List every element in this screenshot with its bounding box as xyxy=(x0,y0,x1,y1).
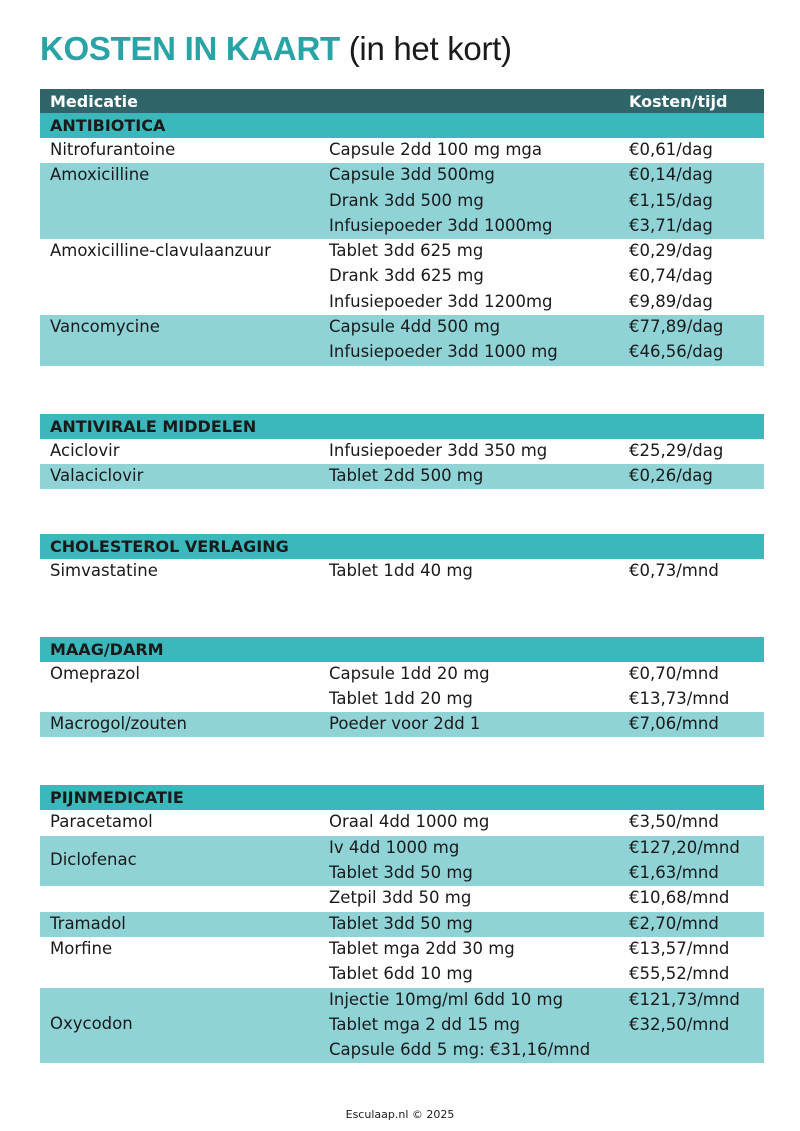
section-heading-label: ANTIVIRALE MIDDELEN xyxy=(50,416,257,436)
medication-name: Omeprazol xyxy=(50,663,140,683)
medication-name: Vancomycine xyxy=(50,317,160,337)
cost-value: €1,15/dag xyxy=(629,190,713,210)
medication-table xyxy=(40,113,764,1063)
table-row xyxy=(40,559,764,584)
table-row xyxy=(40,214,764,239)
dosage-form: Tablet mga 2 dd 15 mg xyxy=(329,1014,521,1034)
table-row xyxy=(40,810,764,835)
cost-value: €0,61/dag xyxy=(629,140,713,159)
medication-name: Tramadol xyxy=(50,913,126,933)
table-row xyxy=(40,315,764,340)
dosage-form: Capsule 2dd 100 mg mga xyxy=(329,140,543,159)
medication-name: Valaciclovir xyxy=(50,465,144,485)
cost-value: €7,06/mnd xyxy=(629,714,719,734)
medication-group xyxy=(40,886,764,911)
section xyxy=(40,637,764,738)
dosage-form: Capsule 6dd 5 mg: €31,16/mnd xyxy=(329,1040,591,1060)
section-heading-label: ANTIBIOTICA xyxy=(50,116,166,135)
dosage-form: Oraal 4dd 1000 mg xyxy=(329,812,490,832)
dosage-form: Tablet 3dd 50 mg xyxy=(329,863,473,883)
medication-group xyxy=(40,937,764,988)
title-strong: KOSTEN IN KAART xyxy=(40,30,340,67)
table-row xyxy=(40,662,764,687)
dosage-form: Injectie 10mg/ml 6dd 10 mg xyxy=(329,989,564,1009)
cost-value: €0,29/dag xyxy=(629,241,713,261)
table-row xyxy=(40,712,764,737)
table-row xyxy=(40,937,764,962)
dosage-form: Tablet 1dd 40 mg xyxy=(329,561,473,581)
dosage-form: Tablet 3dd 625 mg xyxy=(329,241,484,261)
cost-value: €10,68/mnd xyxy=(629,888,730,908)
medication-group xyxy=(40,138,764,163)
dosage-form: Poeder voor 2dd 1 xyxy=(329,714,481,734)
table-row xyxy=(40,962,764,987)
dosage-form: Tablet mga 2dd 30 mg xyxy=(329,938,515,958)
table-row xyxy=(40,340,764,365)
cost-value: €3,50/mnd xyxy=(629,812,719,832)
medication-group xyxy=(40,988,764,1064)
table-row xyxy=(40,988,764,1013)
table-row xyxy=(40,1038,764,1063)
dosage-form: Drank 3dd 625 mg xyxy=(329,266,484,286)
dosage-form: Capsule 3dd 500mg xyxy=(329,165,495,185)
dosage-form: Zetpil 3dd 50 mg xyxy=(329,888,472,908)
medication-name: Paracetamol xyxy=(50,812,153,832)
medication-name: Diclofenac xyxy=(50,850,137,870)
medication-name: Oxycodon xyxy=(50,1014,133,1034)
dosage-form: Tablet 3dd 50 mg xyxy=(329,913,473,933)
medication-group xyxy=(40,439,764,464)
dosage-form: Infusiepoeder 3dd 1200mg xyxy=(329,291,553,311)
cost-value: €46,56/dag xyxy=(629,342,724,362)
cost-value: €9,89/dag xyxy=(629,291,713,311)
dosage-form: Capsule 4dd 500 mg xyxy=(329,317,501,337)
dosage-form: Tablet 1dd 20 mg xyxy=(329,688,473,708)
title-rest: (in het kort) xyxy=(348,30,512,67)
table-row xyxy=(40,290,764,315)
cost-value: €1,63/mnd xyxy=(629,863,719,883)
cost-value: €13,73/mnd xyxy=(629,688,730,708)
cost-value: €77,89/dag xyxy=(629,317,724,337)
section-heading-label: CHOLESTEROL VERLAGING xyxy=(50,537,289,557)
cost-value: €0,26/dag xyxy=(629,465,713,485)
table-row xyxy=(40,861,764,886)
medication-name: Nitrofurantoine xyxy=(50,140,176,159)
dosage-form: Infusiepoeder 3dd 1000mg xyxy=(329,215,553,235)
dosage-form: Infusiepoeder 3dd 350 mg xyxy=(329,440,548,460)
medication-name: Amoxicilline-clavulaanzuur xyxy=(50,241,271,261)
header-kosten: Kosten/tijd xyxy=(629,92,728,111)
cost-value: €32,50/mnd xyxy=(629,1014,730,1034)
page-title xyxy=(40,30,512,68)
medication-group xyxy=(40,559,764,584)
section xyxy=(40,785,764,1063)
cost-value: €55,52/mnd xyxy=(629,964,730,984)
cost-value: €2,70/mnd xyxy=(629,913,719,933)
section-heading xyxy=(40,113,764,138)
header-medicatie: Medicatie xyxy=(50,92,138,111)
section-heading xyxy=(40,414,764,439)
medication-name: Morfine xyxy=(50,938,113,958)
medication-group xyxy=(40,239,764,315)
medication-group xyxy=(40,912,764,937)
table-row xyxy=(40,163,764,188)
medication-group xyxy=(40,810,764,835)
table-row xyxy=(40,912,764,937)
dosage-form: Infusiepoeder 3dd 1000 mg xyxy=(329,342,558,362)
table-row xyxy=(40,239,764,264)
medication-name: Aciclovir xyxy=(50,440,120,460)
medication-group xyxy=(40,712,764,737)
cost-value: €0,73/mnd xyxy=(629,561,719,581)
cost-value: €25,29/dag xyxy=(629,440,724,460)
medication-name: Amoxicilline xyxy=(50,165,150,185)
section xyxy=(40,534,764,584)
table-row xyxy=(40,464,764,489)
cost-value: €3,71/dag xyxy=(629,215,713,235)
dosage-form: Iv 4dd 1000 mg xyxy=(329,837,460,857)
section xyxy=(40,113,764,366)
medication-name: Simvastatine xyxy=(50,561,158,581)
section-heading-label: MAAG/DARM xyxy=(50,639,164,659)
section-heading xyxy=(40,534,764,559)
medication-name: Macrogol/zouten xyxy=(50,714,187,734)
cost-value: €0,14/dag xyxy=(629,165,713,185)
table-row xyxy=(40,836,764,861)
medication-group xyxy=(40,163,764,239)
medication-group xyxy=(40,464,764,489)
table-row xyxy=(40,1013,764,1038)
section xyxy=(40,414,764,490)
medication-group xyxy=(40,662,764,713)
section-heading xyxy=(40,785,764,810)
table-row xyxy=(40,264,764,289)
table-row xyxy=(40,439,764,464)
cost-value: €0,70/mnd xyxy=(629,663,719,683)
dosage-form: Tablet 6dd 10 mg xyxy=(329,964,473,984)
medication-group xyxy=(40,836,764,887)
table-row xyxy=(40,138,764,163)
section-heading xyxy=(40,637,764,662)
cost-value: €13,57/mnd xyxy=(629,938,730,958)
dosage-form: Capsule 1dd 20 mg xyxy=(329,663,490,683)
cost-value: €0,74/dag xyxy=(629,266,713,286)
table-row xyxy=(40,687,764,712)
table-header xyxy=(40,89,764,113)
cost-value: €121,73/mnd xyxy=(629,989,740,1009)
section-heading-label: PIJNMEDICATIE xyxy=(50,788,184,808)
footer-credit: Esculaap.nl © 2025 xyxy=(345,1108,455,1121)
dosage-form: Drank 3dd 500 mg xyxy=(329,190,484,210)
table-row xyxy=(40,886,764,911)
medication-group xyxy=(40,315,764,366)
table-row xyxy=(40,189,764,214)
dosage-form: Tablet 2dd 500 mg xyxy=(329,465,484,485)
cost-value: €127,20/mnd xyxy=(629,837,740,857)
